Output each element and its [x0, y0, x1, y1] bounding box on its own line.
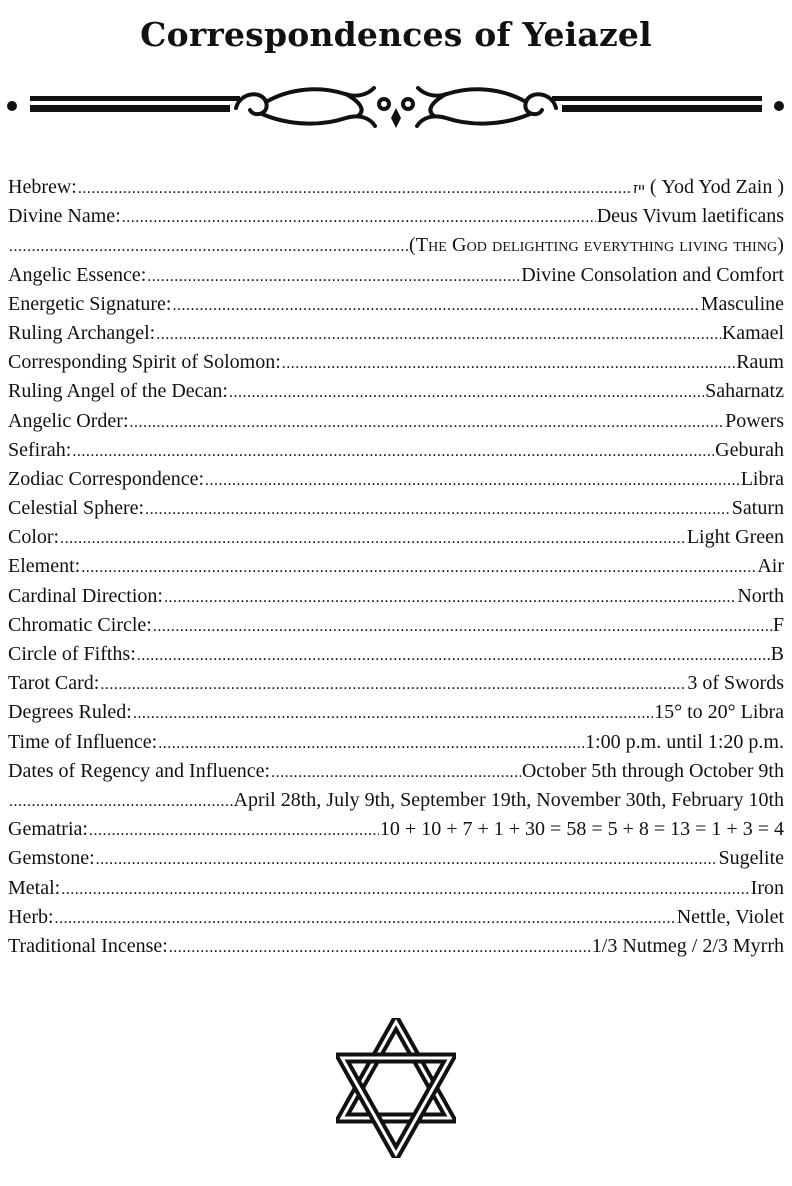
- dot-leader: [282, 349, 735, 378]
- entry-chromatic-circle: [8, 611, 784, 640]
- entry-value: 3 of Swords: [687, 672, 784, 695]
- entry-value: B: [770, 643, 784, 665]
- entry-label: Time of Influence:: [8, 730, 158, 753]
- dot-leader: [72, 437, 714, 466]
- entry-angelic-essence: [8, 261, 784, 290]
- entry-label: Element:: [8, 555, 81, 578]
- star-of-david-icon: [336, 1018, 456, 1158]
- dot-leader: [100, 670, 686, 699]
- entry-ruling-archangel: [8, 319, 784, 348]
- entry-label: Celestial Sphere:: [8, 497, 145, 520]
- entry-value: 10 + 10 + 7 + 1 + 30 = 58 = 5 + 8 = 13 = 1 + 3 = 4: [379, 818, 784, 841]
- entry-degrees-ruled: [8, 698, 784, 727]
- dot-leader: [153, 612, 772, 641]
- entry-metal: [8, 874, 784, 903]
- entry-color: [8, 523, 784, 552]
- dot-leader: [78, 174, 632, 203]
- dot-leader: [205, 466, 740, 495]
- dot-leader: [61, 875, 749, 904]
- dot-leader: [89, 816, 379, 845]
- entry-label: Angelic Essence:: [8, 263, 147, 286]
- entry-value: April 28th, July 9th, September 19th, November 30th, February 10th: [233, 788, 784, 811]
- entry-label: Zodiac Correspondence:: [8, 467, 205, 490]
- entry-herb: [8, 903, 784, 932]
- entry-spirit-of-solomon: [8, 348, 784, 377]
- entry-label: Ruling Archangel:: [8, 321, 156, 344]
- dot-leader: [229, 378, 704, 407]
- entry-value: Iron: [750, 876, 784, 899]
- dot-leader: [60, 524, 686, 553]
- dot-leader: [169, 933, 591, 962]
- entry-time-of-influence: [8, 728, 784, 757]
- entry-value: Masculine: [700, 292, 784, 315]
- entry-value: Air: [757, 555, 784, 578]
- entry-value: Light Green: [686, 526, 784, 549]
- entry-value: F: [772, 613, 784, 636]
- entry-label: Sefirah:: [8, 438, 72, 461]
- entry-label: Gemstone:: [8, 847, 95, 870]
- dot-leader: [130, 408, 725, 437]
- entry-value: Powers: [725, 409, 784, 432]
- entry-value: Raum: [736, 351, 784, 374]
- entry-value: Deus Vivum laetificans: [596, 205, 784, 228]
- entry-value: Kamael: [721, 321, 784, 344]
- entry-divine-name-meaning: [8, 231, 784, 260]
- dot-leader: [164, 583, 736, 612]
- entry-label: Circle of Fifths:: [8, 643, 136, 665]
- entry-value: 1/3 Nutmeg / 2/3 Myrrh: [591, 934, 784, 957]
- hebrew-transliteration: ( Yod Yod Zain ): [644, 176, 784, 198]
- entry-label: Ruling Angel of the Decan:: [8, 380, 228, 403]
- entry-zodiac: [8, 465, 784, 494]
- entry-label: Degrees Ruled:: [8, 701, 132, 724]
- entry-angelic-order: [8, 407, 784, 436]
- entry-label: Angelic Order:: [8, 409, 129, 432]
- entry-value: (The God delighting everything living thing): [409, 234, 784, 257]
- entry-label: Chromatic Circle:: [8, 613, 152, 636]
- dot-leader: [9, 232, 408, 261]
- entry-label: Herb:: [8, 905, 54, 928]
- entry-value: Saturn: [731, 497, 784, 520]
- entry-dates-of-regency: [8, 757, 784, 786]
- dot-leader: [158, 729, 584, 758]
- entry-divine-name: [8, 202, 784, 231]
- entry-value: October 5th through October 9th: [521, 759, 784, 782]
- dot-leader: [145, 495, 731, 524]
- entry-ruling-angel-decan: [8, 377, 784, 406]
- entry-energetic-signature: [8, 290, 784, 319]
- dot-leader: [96, 845, 718, 874]
- entry-label: Dates of Regency and Influence:: [8, 759, 271, 782]
- entry-value: North: [737, 584, 784, 607]
- dot-leader: [147, 262, 520, 291]
- entry-sefirah: [8, 436, 784, 465]
- entry-gemstone: [8, 844, 784, 873]
- entry-label: Corresponding Spirit of Solomon:: [8, 351, 281, 374]
- entry-cardinal-direction: [8, 582, 784, 611]
- entry-dates-of-regency-continued: [8, 786, 784, 815]
- dot-leader: [81, 553, 756, 582]
- entry-tarot-card: [8, 669, 784, 698]
- entry-label: Traditional Incense:: [8, 934, 168, 957]
- entry-element: [8, 552, 784, 581]
- entry-value: Sugelite: [718, 847, 784, 870]
- entry-value: 1:00 p.m. until 1:20 p.m.: [585, 730, 784, 753]
- entry-hebrew: [8, 173, 784, 202]
- dot-leader: [55, 904, 676, 933]
- entry-value: 15° to 20° Libra: [654, 701, 784, 724]
- entry-gematria: [8, 815, 784, 844]
- entry-label: Hebrew:: [8, 176, 77, 198]
- entry-label: Divine Name:: [8, 205, 121, 228]
- entry-circle-of-fifths: [8, 640, 784, 669]
- entry-value: Geburah: [715, 438, 784, 461]
- correspondence-list: [8, 173, 784, 961]
- page-title: Correspondences of Yeiazel: [140, 15, 652, 54]
- dot-leader: [172, 291, 699, 320]
- entry-traditional-incense: [8, 932, 784, 961]
- entry-label: Energetic Signature:: [8, 292, 172, 315]
- entry-value: Divine Consolation and Comfort: [521, 263, 784, 286]
- dot-leader: [156, 320, 721, 349]
- entry-value: [633, 173, 784, 203]
- entry-value: Saharnatz: [705, 380, 784, 403]
- dot-leader: [271, 758, 521, 787]
- dot-leader: [122, 203, 596, 232]
- entry-label: Color:: [8, 526, 60, 549]
- entry-label: Cardinal Direction:: [8, 584, 163, 607]
- dot-leader: [9, 787, 233, 816]
- entry-label: Gematria:: [8, 818, 88, 841]
- entry-value: Libra: [740, 467, 784, 490]
- entry-value: Nettle, Violet: [676, 905, 784, 928]
- entry-label: Metal:: [8, 876, 61, 899]
- hebrew-letters: ייז: [632, 179, 645, 197]
- entry-celestial-sphere: [8, 494, 784, 523]
- entry-label: Tarot Card:: [8, 672, 100, 695]
- ornamental-scroll-divider-icon: [0, 82, 792, 134]
- dot-leader: [133, 699, 653, 728]
- dot-leader: [137, 641, 770, 670]
